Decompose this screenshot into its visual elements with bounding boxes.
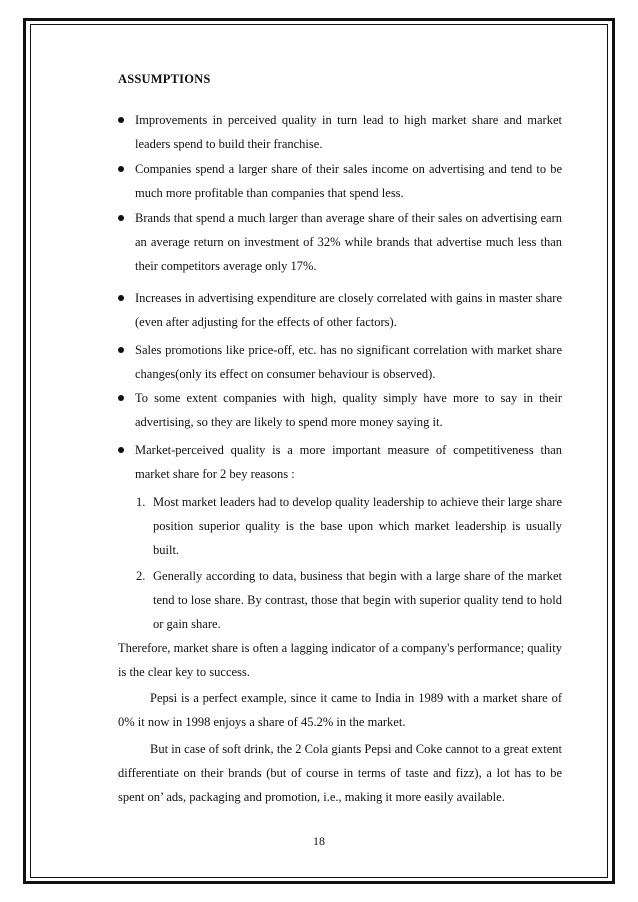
numbered-text: Most market leaders had to develop quality leadership to achieve their large share position superior quality is the base upon which market leadership is usually built. [153, 495, 562, 557]
bullet-item [118, 338, 562, 386]
bullet-icon [118, 215, 124, 221]
paragraph: But in case of soft drink, the 2 Cola giants Pepsi and Coke cannot to a great extent differentiate on their brands (but of course in terms of taste and fizz), a lot has to be spent on’ ads, packaging and promotion, i.e., making it more easily available. [118, 742, 562, 804]
bullet-icon [118, 395, 124, 401]
section-heading: ASSUMPTIONS [118, 72, 211, 86]
bullet-icon [118, 166, 124, 172]
bullet-text: Increases in advertising expenditure are closely correlated with gains in master share (even after adjusting for the effects of other factors). [135, 291, 562, 329]
bullet-icon [118, 447, 124, 453]
bullet-item [118, 108, 562, 156]
numbered-item [136, 564, 562, 636]
bullet-text: Brands that spend a much larger than average share of their sales on advertising earn an average return on investment of 32% while brands that advertise much less than their competitors average only 17%. [135, 211, 562, 273]
bullet-text: Companies spend a larger share of their sales income on advertising and tend to be much more profitable than companies that spend less. [135, 162, 562, 200]
item-number: 1. [136, 495, 146, 509]
bullet-item [118, 157, 562, 205]
bullet-icon [118, 117, 124, 123]
bullet-icon [118, 347, 124, 353]
paragraph: Therefore, market share is often a lagging indicator of a company's performance; quality is the clear key to success. [118, 641, 562, 679]
bullet-text: Sales promotions like price-off, etc. has no significant correlation with market share changes(only its effect on consumer behaviour is observed). [135, 343, 562, 381]
bullet-item [118, 286, 562, 334]
bullet-icon [118, 295, 124, 301]
paragraph: Pepsi is a perfect example, since it came to India in 1989 with a market share of 0% it now in 1998 enjoys a share of 45.2% in the market. [118, 691, 562, 729]
numbered-item [136, 490, 562, 562]
bullet-text: Improvements in perceived quality in turn lead to high market share and market leaders spend to build their franchise. [135, 113, 562, 151]
bullet-item [118, 438, 562, 486]
page-number: 18 [313, 834, 325, 848]
bullet-text: To some extent companies with high, quality simply have more to say in their advertising, so they are likely to spend more money saying it. [135, 391, 562, 429]
bullet-item [118, 206, 562, 278]
bullet-text: Market-perceived quality is a more important measure of competitiveness than market share for 2 bey reasons : [135, 443, 562, 481]
numbered-text: Generally according to data, business that begin with a large share of the market tend to lose share. By contrast, those that begin with superior quality tend to hold or gain share. [153, 569, 562, 631]
item-number: 2. [136, 569, 146, 583]
bullet-item [118, 386, 562, 434]
